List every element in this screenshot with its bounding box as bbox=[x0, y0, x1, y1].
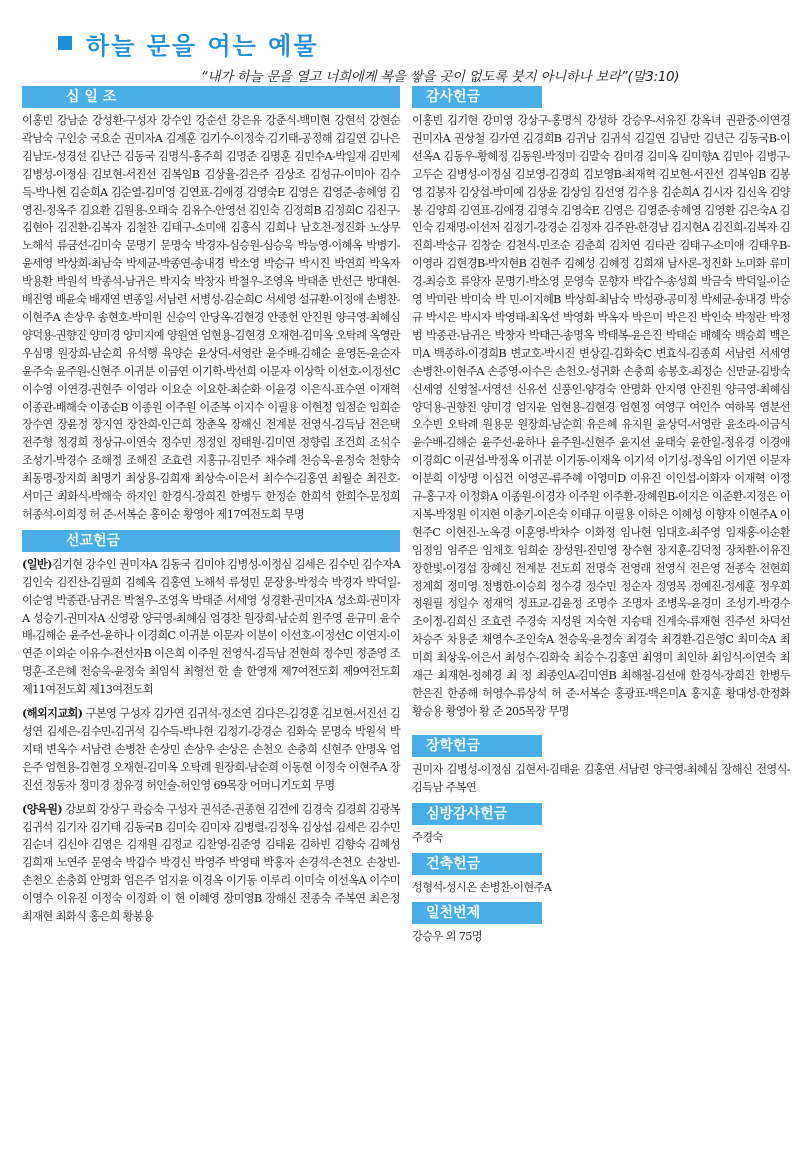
building-heading: 건축헌금 bbox=[412, 853, 542, 875]
mission-overseas-donors: 구본영 구성자 김가연 김귀석-정소연 김다은-김경훈 김보현-서진선 김성연 김세은-김수민-김귀석 김수득-박나현 김정기-강경순 김화숙 문명숙 박원석 박지태 변옥수 서남련 손병찬 손상민 손상우 손상은 손천오 손충희 신현주 안명옥 엄은주 엄현용-김현경 오재현-김미옥 오탁례 원장희-남순희 이동현 이정숙 이현주A 장진선 정동자 정미경 정유경 허인술-허인영 69목장 어머니기도회 무명 bbox=[22, 707, 400, 792]
mission-nurture bbox=[22, 801, 400, 926]
mission-nurture-label: (양육원) bbox=[22, 801, 63, 816]
pastoral-heading: 심방감사헌금 bbox=[412, 803, 542, 825]
title-text: 하늘 문을 여는 예물 bbox=[86, 31, 319, 60]
mission-general-label: (일반) bbox=[22, 556, 52, 571]
mission-nurture-donors: 강보희 강상구 곽승숙 구성자 권석준-권종현 김건에 김경숙 김경희 김광복 김귀석 김기자 김기태 김동국B 김미숙 김미자 김병렬-김정옥 김상섭 김세은 김수민 김순녀 김신아 김영은 김재원 김정교 김찬영-김준영 김태윤 김하빈 김향숙 김혜성 김희재 노연주 문영숙 박갑수 박경신 박영주 박영태 박홍자 손경석-손천오 손창빈-손천오 손충희 안명화 엄은주 엄지윤 이경옥 이기동 이루리 이미숙 이선옥A 이수미 이영수 이유진 이정숙 이정화 이 현 이혜영 장미영B 장해신 전종숙 주복연 최은정 최재현 최화식 홍은희 황봉용 bbox=[22, 802, 400, 924]
pastoral-donors: 주경숙 bbox=[412, 830, 443, 844]
right-column bbox=[412, 86, 790, 952]
ichon-heading: 일천번제 bbox=[412, 902, 542, 924]
scripture-quote: “내가 하늘 문을 열고 너희에게 복을 쌓을 곳이 없도록 붓지 아니하나 보라”(말3:10) bbox=[200, 69, 680, 85]
scholarship-donors: 권미자 김병성-이정심 김현서-김태윤 김홍연 서남련 양극영-최혜심 장해신 전영식-김득남 주복연 bbox=[412, 762, 790, 794]
title-square-bullet bbox=[58, 36, 72, 50]
mission-heading: 선교헌금 bbox=[22, 530, 400, 552]
tithe-heading: 십 일 조 bbox=[22, 86, 400, 108]
left-column bbox=[22, 86, 400, 932]
mission-general bbox=[22, 556, 400, 699]
mission-overseas bbox=[22, 705, 400, 795]
page-title bbox=[58, 26, 319, 60]
mission-overseas-label: (해외지교회) bbox=[22, 706, 83, 721]
ichon-donors: 강승우 외 75명 bbox=[412, 930, 482, 944]
tithe-donors: 이홍빈 강남순 강성환-구성자 강수인 강순선 강은유 강춘식-백미현 강현석 강현순 곽남숙 구인숭 국요순 권미자A 김계훈 김기수-이정숙 김기태-공정해 김길연 김나은 김남도-성경선 김난근 김동국 김명식-홍주희 김명준 김명훈 김민수A-박일재 김민제 김병성-이정심 김보현-서진선 김복임B 김상율-김은주 김상조 김성규-이미아 김수득-박나현 김순희A 김순열-김미영 김연표-김애경 김영숙E 김영은 김영준-송혜영 김영진-정옥주 김요환 김원용-오태숙 김유수-안영선 김인숙 김정희B 김정희C 김진구-김현아 김진환-김복자 김철찬 김태구-소미애 김홍식 김희나 남호천-정진화 노상무 노해석 류금선-김미숙 문명기 문명숙 박경자-심승원-심승욱 박능영-이혜옥 박병기-윤세영 박상희-최남숙 박세균-박종연-송내경 박소영 박승규 박시진 박연희 박옥자 박용환 박원석 박종석-남귀은 박지숙 박창자 박철우-조영옥 박태춘 반선근 방대현-배진영 배윤숙 배재연 변종일 서남련 서병성-김순희C 서세영 설규환-이정애 손병찬-이현주A 손상우 송현호-박미원 신승익 안당옥-김현경 안종헌 안진원 양극영-최혜심 양덕용-권향진 양미경 양미지예 양원연 엄현용-김현경 오재현-김미옥 오탁례 옥영란 우심명 원장희-남순희 유석행 육양순 윤상덕-서영란 윤수배-김해순 윤영돈-윤순자 윤주숙 윤주원-신현주 이귀분 이금연 이기학-박선희 이문자 이상학 이선호-이정선C 이수영 이연경-권현주 이영라 이요순 이요한-최순화 이윤경 이은식-표수연 이재혁 이종관-배해숙 이종순B 이종원 이주원 이준복 이지수 이필용 이현정 임점순 임희순 장수연 장윤정 장지연 장찬희-인근희 장춘옥 장해신 전계분 전영식-김득남 전은택 전주형 정경희 정상규-이연숙 정수민 정정인 정태원-김미연 정향림 조건희 조석수 조성기-박경수 조해정 조해진 조효련 지홍규-김민주 채수례 천승욱-윤정숙 천향숙 최동명-장지희 최명기 최상용-김희재 최상숙-이은서 최수수-김홍연 최월순 최진호-서미근 최화식-박해숙 하지인 한경식-장희진 한병두 한정순 한희석 한희수-문정희 허종석-이희정 허 준-서복순 홍이순 황영아 제17여전도회 무명 bbox=[22, 114, 400, 521]
thanks-donors: 이홍빈 김기현 강미영 강상구-홍명식 강성하 강승우-서유진 강옥녀 권관중-이연경 권미자A 권상철 김가연 김경희B 김귀남 김귀석 김길연 김남만 김년근 김동국B-이선옥A 김동우-황혜정 김동원-박정미 김말숙 김미경 김미옥 김미향A 김민아 김병구-고두순 김병성-이정심 김보영-김경희 김보영B-최재혁 김보현-서진선 김복임B 김봉영 김봉자 김상섭-박미예 김상윤 김상임 김선영 김수용 김순희A 김시자 김신옥 김양봉 김양희 김연표-김애경 김영숙 김영숙E 김영은 김영준-송혜영 김영환 김은숙A 김인숙 김재명-이선저 김정기-강경순 김정자 김주완-한경남 김지현A 김진희-김복자 김진희-박숭규 김창순 김천식-민조순 김춘희 김치연 김타관 김태구-소미애 김태우B-이영라 김현경B-박지현B 김현주 김혜성 김혜정 김희재 남사론-정진화 노미화 류미경-최승호 류양자 문명기-박소영 문영숙 문향자 박갑수-송성희 박금숙 박덕일-이순영 박미란 박미숙 박 민-이지혜B 박상희-최남숙 박성광-공미정 박세균-송내경 박숭규 박시은 박시자 박영태-최옥선 박영화 박옥자 박은미 박은진 박인숙 박정란 박정범 박종관-남귀은 박창자 박태근-송명옥 박태복-윤은진 박태순 배혜숙 백승희 백은미A 백종하-이경희B 변교호-박시진 변상길-김화숙C 변효식-김종희 서남련 서세영 손병찬-이현주A 손증영-이수은 손천오-성귀화 손충희 송봉호-최정순 신만균-김방숙 신세영 신영철-서영선 신유선 신풍인-양경숙 안명화 안지영 안진원 양극영-최혜심 양덕용-권향진 양미경 엄지윤 엄현용-김현경 엄현정 여영구 여인수 여하목 염분선 오수빈 오탁례 원용문 원장희-남순희 유은혜 유지원 윤상덕-서영란 윤소라-이금식 윤수배-김해순 윤주선-윤하나 윤주원-신현주 윤지선 윤태숙 윤한일-정유경 이경애 이경희C 이권섭-박정옥 이귀분 이기동-이재옥 이기석 이기성-정옥임 이기연 이문자 이분희 이상명 이심건 이영곤-류주혜 이영미D 이유진 이인섭-이화자 이재혁 이정규-홍구자 이정화A 이종원-이경자 이주원 이주환-장혜원B-이지은 이준환-지정은 이지복-박정원 이지현 이충기-이은숙 이태규 이필용 이하은 이혜성 이향자 이현주A 이현주C 이현진-노옥경 이훈영-박차수 이화정 임나현 임대호-최주영 임재홍-이순환 임정임 임주은 임채호 임희순 장성원-진민영 장수현 장지훈-김덕정 장차환-이유진 장한빛-이경섭 장혜신 전계분 전도희 전명숙 전영래 전영식 전은영 전종숙 전현희 정계희 정미영 정병한-이승희 정수경 정수민 정순자 정영목 정예진-정세훈 정우희 정원필 정일수 정재억 정표교-김윤정 조명수 조명자 조병욱-윤경미 조성기-박경수 조이정-김희신 조효련 주경숙 지성원 지숙현 지승태 진계숙-류재현 진주선 차덕선 차승주 차용준 채영수-조인숙A 천승욱-윤정숙 최경숙 최경환-김은영C 최미숙A 최미희 최상욱-이은서 최성수-김화숙 최승수-김홍연 최영미 최인하 최임식-이연숙 최재근 최재현-정혜경 최 정 최종인A-김미연B 최해철-김선애 한경식-장희진 한병두 한은진 한종해 허영수-류상석 허 준-서복순 홍광표-백은미A 홍지훈 황대성-한정화 황승용 황영아 황 준 205목장 무명 bbox=[412, 114, 790, 718]
mission-general-donors: 김기현 강수인 권미자A 김동국 김미야 김병성-이정심 김세은 김수민 김수자A 김인숙 김진산-김필희 김혜옥 김홍연 노해석 류성민 문장용-박정숙 박경자 박덕일-이순영 박종관-남귀은 박철우-조영옥 박태준 서세영 성경환-권미자A 성소희-권미자A 성승기-권미자A 신영광 양극영-최혜심 엄경찬 원장희-남순희 원주영 윤규미 윤수배-김해순 윤주선-윤하나 이경희C 이귀분 이문자 이분이 이선호-이정선C 이연지-이연준 이외순 이유수-전선자B 이은희 이주원 전영식-김득남 전현희 정수민 정준영 조명훈-조은혜 천승욱-윤정숙 최임식 최형선 한 솔 한영재 제7여전도회 제9여전도회 제11여전도회 제13여전도회 bbox=[22, 557, 400, 697]
scholarship-heading: 장학헌금 bbox=[412, 735, 542, 757]
thanks-heading: 감사헌금 bbox=[412, 86, 542, 108]
building-donors: 성형석-성시온 손병찬-이현주A bbox=[412, 880, 552, 894]
